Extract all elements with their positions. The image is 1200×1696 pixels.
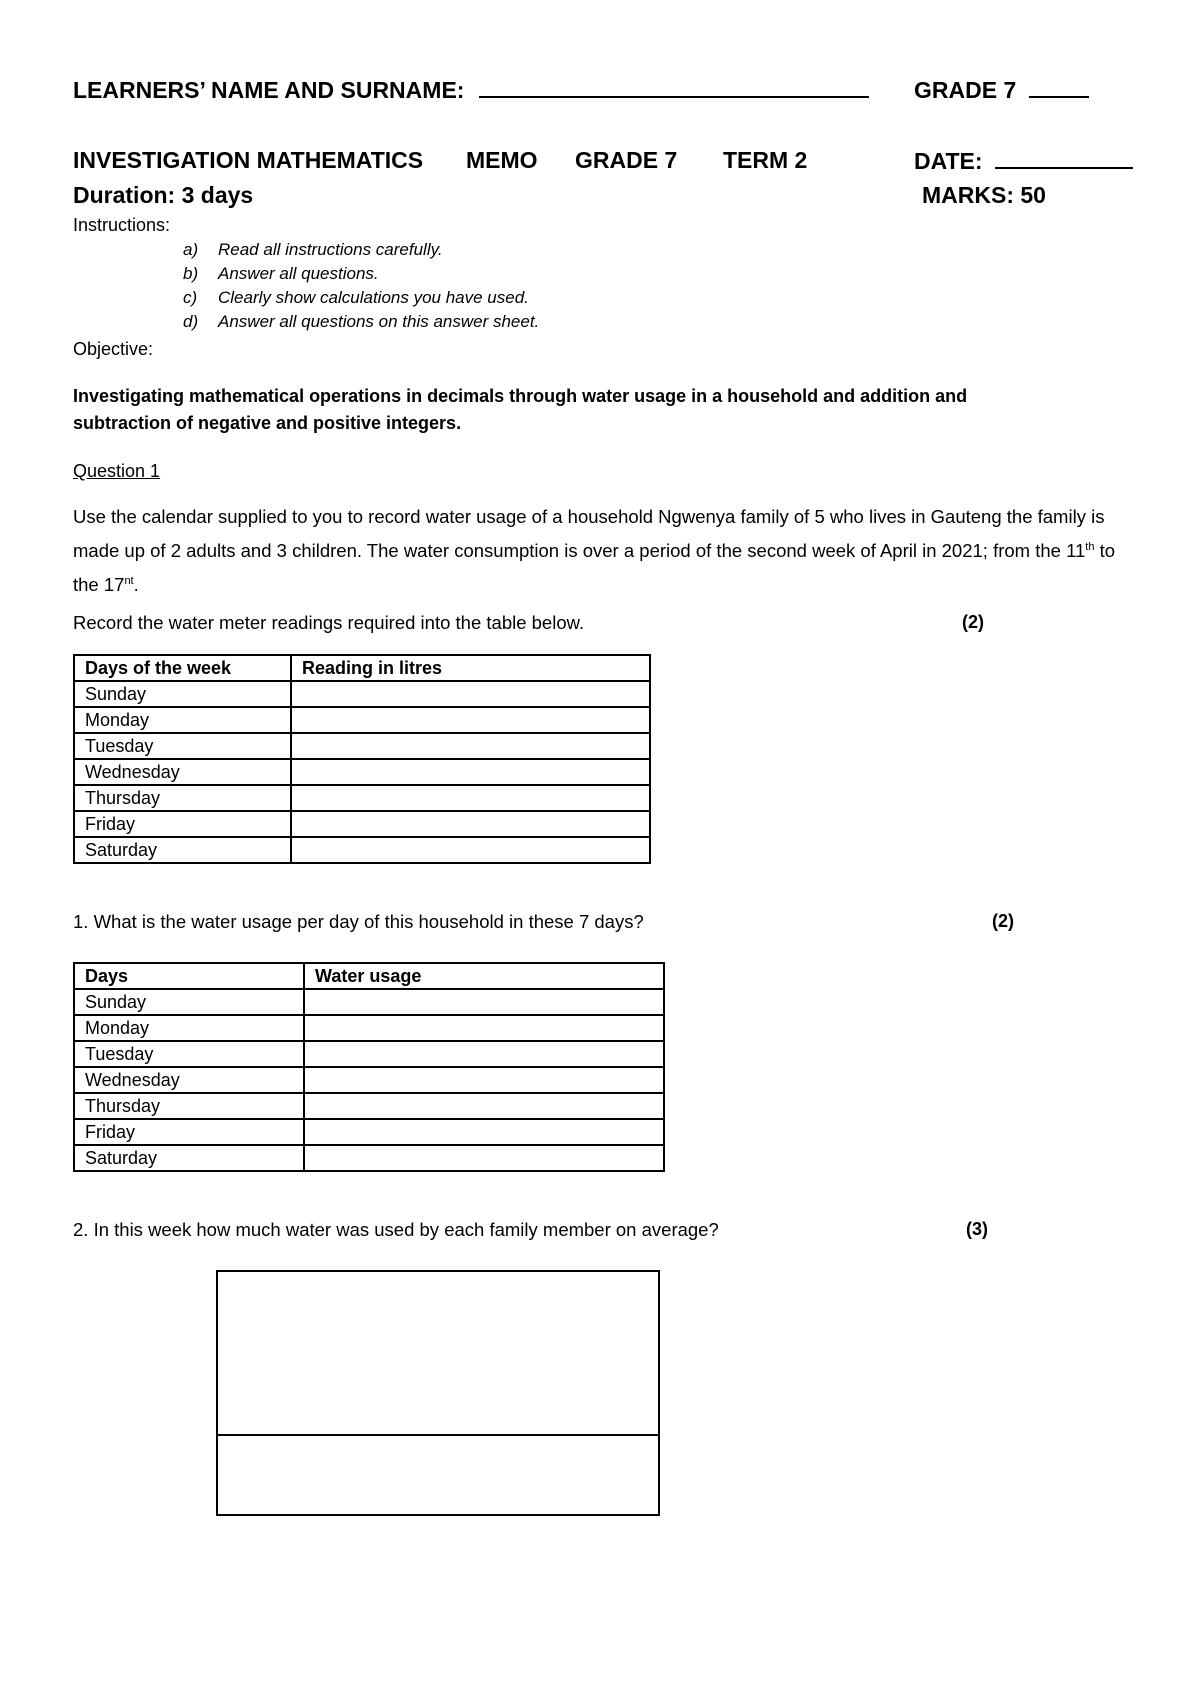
- day-cell: Tuesday: [74, 733, 291, 759]
- objective-text: Investigating mathematical operations in decimals through water usage in a household and addition and subtraction of negative and positive integers.: [73, 386, 968, 433]
- instructions-label: Instructions:: [73, 215, 171, 235]
- day-cell: Sunday: [74, 681, 291, 707]
- table-row: [74, 707, 650, 733]
- reading-cell[interactable]: [291, 707, 650, 733]
- marks-allocation: (2): [962, 612, 984, 632]
- name-blank[interactable]: [479, 76, 869, 98]
- reading-cell[interactable]: [291, 759, 650, 785]
- usage-cell[interactable]: [304, 1119, 664, 1145]
- question-2-text: 2. In this week how much water was used by each family member on average?: [73, 1219, 719, 1240]
- table-row: [74, 811, 650, 837]
- table-header-row: [74, 655, 650, 681]
- instruction-text: Read all instructions carefully.: [218, 240, 443, 259]
- date-field-row: [914, 147, 1133, 175]
- usage-cell[interactable]: [304, 1093, 664, 1119]
- day-cell: Saturday: [74, 837, 291, 863]
- duration: Duration: 3 days: [73, 182, 254, 208]
- reading-cell[interactable]: [291, 733, 650, 759]
- doc-title: INVESTIGATION MATHEMATICS: [73, 147, 424, 173]
- intro-text: .: [133, 574, 139, 596]
- reading-cell[interactable]: [291, 681, 650, 707]
- instruction-letter: b): [183, 264, 199, 283]
- question-heading: Question 1: [73, 461, 161, 481]
- day-cell: Friday: [74, 1119, 304, 1145]
- table-row: [74, 681, 650, 707]
- day-cell: Saturday: [74, 1145, 304, 1171]
- instruction-text: Answer all questions on this answer sheet.: [218, 312, 540, 331]
- reading-cell[interactable]: [291, 837, 650, 863]
- intro-text: to the 17: [73, 540, 1116, 596]
- meter-readings-table: [73, 654, 651, 864]
- objective-label: Objective:: [73, 339, 154, 359]
- marks-total: MARKS: 50: [922, 182, 1046, 208]
- date-blank[interactable]: [995, 147, 1133, 169]
- usage-cell[interactable]: [304, 1041, 664, 1067]
- day-cell: Monday: [74, 1015, 304, 1041]
- date-label: DATE:: [914, 148, 983, 174]
- question-intro: [73, 502, 1133, 600]
- grade-blank[interactable]: [1029, 76, 1089, 98]
- instruction-letter: d): [183, 312, 199, 331]
- instruction-letter: a): [183, 240, 199, 259]
- table-row: [74, 1041, 664, 1067]
- reading-cell[interactable]: [291, 811, 650, 837]
- day-cell: Sunday: [74, 989, 304, 1015]
- record-instruction: Record the water meter readings required into the table below.: [73, 612, 585, 633]
- reading-cell[interactable]: [291, 785, 650, 811]
- title-grade: GRADE 7: [575, 147, 678, 173]
- day-cell: Wednesday: [74, 759, 291, 785]
- superscript: th: [1085, 541, 1095, 553]
- day-cell: Tuesday: [74, 1041, 304, 1067]
- instruction-text: Clearly show calculations you have used.: [218, 288, 529, 307]
- column-header: Days of the week: [74, 655, 291, 681]
- table-row: [74, 989, 664, 1015]
- superscript: nt: [124, 575, 134, 588]
- table-row: [74, 1067, 664, 1093]
- name-label: LEARNERS’ NAME AND SURNAME:: [73, 77, 465, 103]
- table-header-row: [74, 963, 664, 989]
- memo-label: MEMO: [466, 147, 538, 173]
- table-row: [74, 759, 650, 785]
- day-cell: Thursday: [74, 785, 291, 811]
- question-1-text: 1. What is the water usage per day of this household in these 7 days?: [73, 911, 644, 932]
- usage-cell[interactable]: [304, 1145, 664, 1171]
- answer-box-divider: [218, 1434, 658, 1436]
- answer-box[interactable]: [216, 1270, 660, 1516]
- table-row: [74, 733, 650, 759]
- usage-cell[interactable]: [304, 989, 664, 1015]
- table-row: [74, 785, 650, 811]
- table-row: [74, 1119, 664, 1145]
- table-row: [74, 837, 650, 863]
- intro-text: Use the calendar supplied to you to record water usage of a household Ngwenya family of 5 who lives in Gauteng the family is made up of 2 adults and 3 children. The water consumption is over a period of the second week of April in 2021; from the 11: [73, 506, 1105, 562]
- column-header: Reading in litres: [291, 655, 650, 681]
- day-cell: Monday: [74, 707, 291, 733]
- table-row: [74, 1145, 664, 1171]
- instruction-text: Answer all questions.: [218, 264, 379, 283]
- name-field-row: [73, 76, 869, 104]
- column-header: Water usage: [304, 963, 664, 989]
- table-row: [74, 1015, 664, 1041]
- instruction-letter: c): [183, 288, 198, 307]
- usage-cell[interactable]: [304, 1015, 664, 1041]
- marks-allocation: (3): [966, 1219, 988, 1239]
- term-label: TERM 2: [723, 147, 808, 173]
- grade-label: GRADE 7: [914, 77, 1017, 103]
- table-row: [74, 1093, 664, 1119]
- day-cell: Friday: [74, 811, 291, 837]
- water-usage-table: [73, 962, 665, 1172]
- usage-cell[interactable]: [304, 1067, 664, 1093]
- day-cell: Thursday: [74, 1093, 304, 1119]
- marks-allocation: (2): [992, 911, 1014, 931]
- day-cell: Wednesday: [74, 1067, 304, 1093]
- column-header: Days: [74, 963, 304, 989]
- grade-field-row: [914, 76, 1089, 104]
